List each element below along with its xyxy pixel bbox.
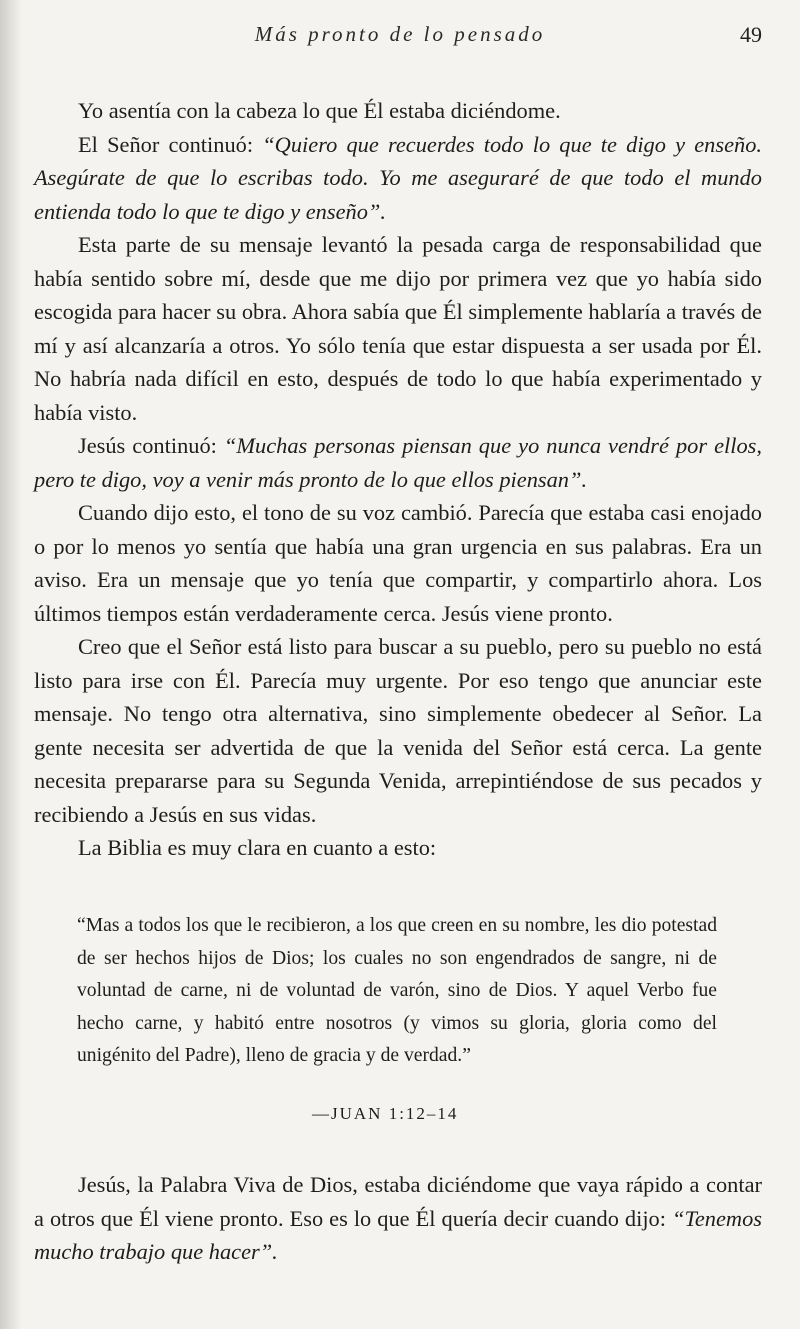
page-header [0, 22, 800, 56]
running-title: Más pronto de lo pensado [254, 22, 546, 46]
paragraph-text: El Señor continuó: [78, 131, 263, 157]
paragraph [34, 496, 762, 630]
paragraph [34, 94, 762, 128]
page-gutter-shadow [0, 0, 22, 1329]
paragraph [34, 831, 762, 865]
scripture-citation: —JUAN 1:12–14 [312, 1104, 459, 1123]
body-text [34, 94, 762, 865]
paragraph [34, 228, 762, 429]
italic-speech: “Quiero que recuerdes todo lo que te digo y enseño. Asegúrate de que lo escribas todo. Yo me aseguraré de que todo el mundo entienda todo lo que te digo y enseño”. [34, 131, 762, 224]
paragraph [34, 1168, 762, 1269]
italic-speech: “Muchas personas piensan que yo nunca vendré por ellos, pero te digo, voy a venir más pronto de lo que ellos piensan”. [34, 433, 762, 492]
paragraph [34, 128, 762, 229]
paragraph-text: La Biblia es muy clara en cuanto a esto: [78, 835, 437, 860]
paragraph-text: Jesús, la Palabra Viva de Dios, estaba diciéndome que vaya rápido a contar a otros que Él viene pronto. Eso es lo que Él quería decir cuando dijo: [34, 1172, 762, 1231]
italic-speech: “Tenemos mucho trabajo que hacer”. [34, 1205, 762, 1264]
closing-text [34, 1168, 762, 1269]
paragraph-text: Yo asentía con la cabeza lo que Él estaba diciéndome. [78, 98, 561, 123]
page-number: 49 [740, 22, 762, 47]
paragraph-text: Cuando dijo esto, el tono de su voz cambió. Parecía que estaba casi enojado o por lo menos yo sentía que había una gran urgencia en sus palabras. Era un aviso. Era un mensaje que yo tenía que compartir, y compartirlo ahora. Los últimos tiempos están verdaderamente cerca. Jesús viene pronto. [34, 500, 762, 626]
paragraph [34, 429, 762, 496]
paragraph-text: Creo que el Señor está listo para buscar a su pueblo, pero su pueblo no está listo para irse con Él. Parecía muy urgente. Por eso tengo que anunciar este mensaje. No tengo otra alternativa, sino simplemente obedecer al Señor. La gente necesita ser advertida de que la venida del Señor está cerca. La gente necesita prepararse para su Segunda Venida, arrepintiéndose de sus pecados y recibiendo a Jesús en sus vidas. [34, 634, 762, 827]
paragraph [34, 630, 762, 831]
paragraph-text: Jesús continuó: [78, 433, 224, 458]
scripture-quote: “Mas a todos los que le recibieron, a los que creen en su nombre, les dio potestad de ser hechos hijos de Dios; los cuales no son engendrados de sangre, ni de voluntad de carne, ni de voluntad de varón, sino de Dios. Y aquel Verbo fue hecho carne, y habitó entre nosotros (y vimos su gloria, gloria como del unigénito del Padre), lleno de gracia y de verdad.” [77, 915, 717, 1067]
paragraph-text: Esta parte de su mensaje levantó la pesada carga de responsabilidad que había sentido sobre mí, desde que me dijo por primera vez que yo había sido escogida para hacer su obra. Ahora sabía que Él simplemente hablaría a través de mí y así alcanzaría a otros. Yo sólo tenía que estar dispuesta a ser usada por Él. No habría nada difícil en esto, después de todo lo que había experimentado y había visto. [34, 232, 762, 425]
